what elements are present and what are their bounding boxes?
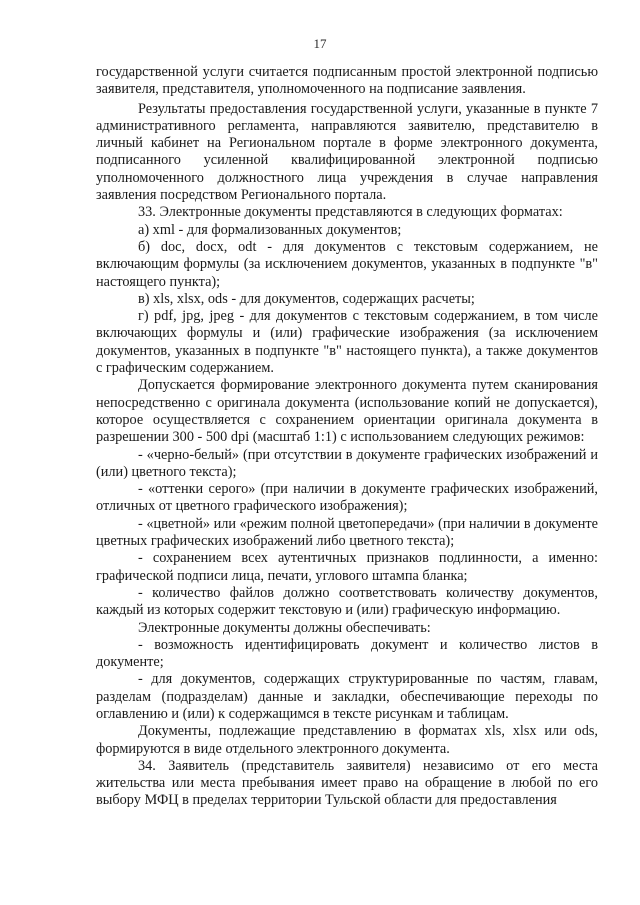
paragraph: б) doc, docx, odt - для документов с текстовым содержанием, не включающим формулы (за исключением документов, указанных в подпункте "в" настоящего пункта); bbox=[96, 238, 598, 290]
paragraph: - «цветной» или «режим полной цветопередачи» (при наличии в документе цветных графических изображений либо цветного текста); bbox=[96, 515, 598, 550]
paragraph: Электронные документы должны обеспечивать: bbox=[138, 619, 431, 636]
paragraph: г) pdf, jpg, jpeg - для документов с текстовым содержанием, в том числе включающих формулы и (или) графические изображения (за исключением документов, указанных в подпункте "в" настоящего пункта), а также документов с графическим содержанием. bbox=[96, 308, 598, 377]
page-number: 17 bbox=[313, 36, 327, 51]
paragraph: - для документов, содержащих структурированные по частям, главам, разделам (подразделам) данные и закладки, обеспечивающие переходы по оглавлению и (или) к содержащимся в тексте рисункам и таблицам. bbox=[96, 671, 598, 722]
paragraph: 33. Электронные документы представляются в следующих форматах: bbox=[138, 204, 563, 221]
paragraph: Допускается формирование электронного документа путем сканирования непосредственно с оригинала документа (использование копий не допускается), которое осуществляется с сохранением ориентации оригинала документа в разрешении 300 - 500 dpi (масштаб 1:1) с использованием следующих режимов: bbox=[96, 377, 598, 446]
paragraph: - количество файлов должно соответствовать количеству документов, каждый из которых содержит текстовую и (или) графическую информацию. bbox=[96, 584, 598, 619]
paragraph: - «черно-белый» (при отсутствии в документе графических изображений и (или) цветного текста); bbox=[96, 446, 598, 480]
paragraph: государственной услуги считается подписанным простой электронной подписью заявителя, представителя, уполномоченного на подписание заявления. bbox=[96, 64, 598, 98]
paragraph: - «оттенки серого» (при наличии в документе графических изображений, отличных от цветного графического изображения); bbox=[96, 481, 598, 515]
paragraph: - возможность идентифицировать документ и количество листов в документе; bbox=[96, 636, 598, 671]
paragraph: в) xls, xlsx, ods - для документов, содержащих расчеты; bbox=[138, 290, 475, 307]
paragraph: Результаты предоставления государственной услуги, указанные в пункте 7 административного регламента, направляются заявителю, представителю в личный кабинет на Региональном портале в форме электронного документа, подписанного усиленной квалифицированной электронной подписью уполномоченного должностного лица учреждения в случае направления заявления посредством Регионального портала. bbox=[96, 100, 598, 204]
paragraph: 34. Заявитель (представитель заявителя) независимо от его места жительства или места пребывания имеет право на обращение в любой по его выбору МФЦ в пределах территории Тульской области для предоставления bbox=[96, 757, 598, 809]
paragraph: Документы, подлежащие представлению в форматах xls, xlsx или ods, формируются в виде отдельного электронного документа. bbox=[96, 723, 598, 757]
paragraph: а) xml - для формализованных документов; bbox=[138, 221, 402, 238]
document-body bbox=[96, 64, 598, 810]
paragraph: - сохранением всех аутентичных признаков подлинности, а именно: графической подписи лица, печати, углового штампа бланка; bbox=[96, 550, 598, 584]
